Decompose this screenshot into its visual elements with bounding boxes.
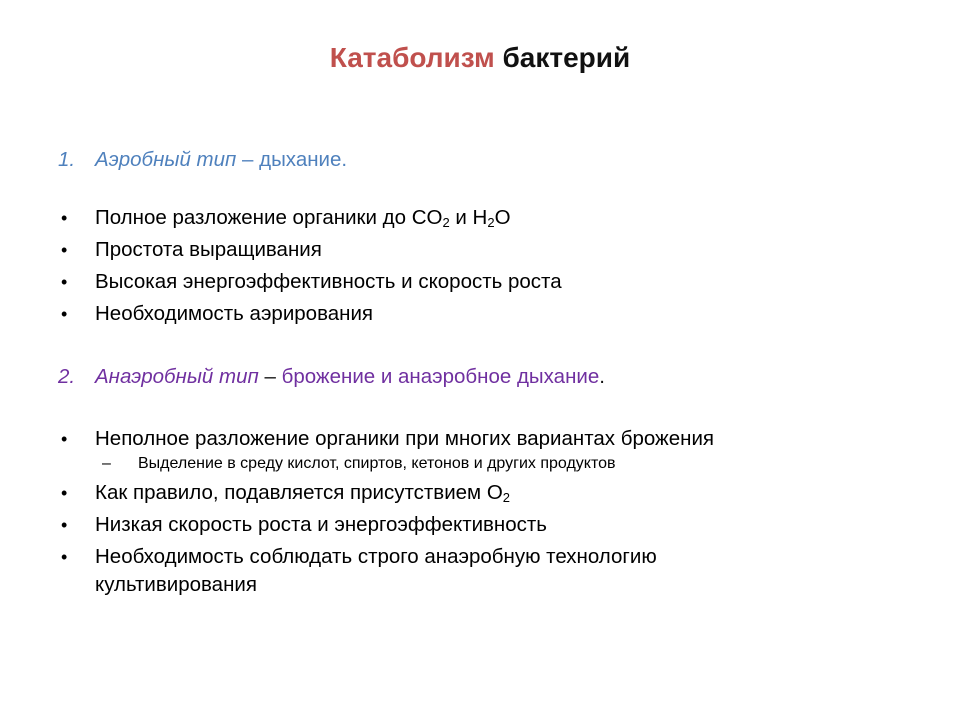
section1-heading-text: Аэробный тип [95,148,237,171]
list-item [58,425,918,453]
section1-heading-tail: – дыхание. [242,148,348,171]
bullet-text: Полное разложение органики до CO [95,206,443,229]
bullet-text: Простота выращивания [95,238,322,261]
title-rest: бактерий [502,42,631,73]
bullet-text: Неполное разложение органики при многих вариантах брожения [95,427,715,450]
bullet-text: Необходимость аэрирования [95,302,374,325]
bullet-icon: • [61,208,68,228]
section1-number: 1. [58,148,76,171]
dash-icon: – [102,455,111,472]
sub-list-item [58,453,918,475]
subscript: 2 [442,215,450,230]
list-item [58,543,795,599]
bullet-icon: • [61,483,68,503]
subscript: 2 [487,215,495,230]
section1-bullet-list [58,204,918,328]
list-item [58,204,918,232]
slide-content [58,146,918,603]
title-accent: Катаболизм [329,42,495,73]
list-item [58,511,918,539]
section2-number: 2. [58,365,76,388]
section2-bullet-list-cont [58,479,918,599]
section2-heading-period: . [599,365,605,388]
section2-heading-tail: брожение и анаэробное дыхание [281,365,600,388]
list-item [58,479,918,507]
bullet-text-end: O [494,206,511,229]
section2-heading [58,363,918,391]
list-item [58,236,918,264]
bullet-text-mid: и H [449,206,488,229]
sub-item-text: Выделение в среду кислот, спиртов, кетонов и других продуктов [138,455,616,472]
bullet-icon: • [61,547,68,567]
section2-heading-dash: – [264,365,276,388]
section2-heading-text: Анаэробный тип [95,365,259,388]
list-item [58,300,918,328]
bullet-icon: • [61,272,68,292]
bullet-text: Низкая скорость роста и энергоэффективность [95,513,547,536]
slide-title [0,40,960,76]
section2-bullet-list [58,425,918,453]
list-item [58,268,918,296]
bullet-text: Высокая энергоэффективность и скорость роста [95,270,562,293]
bullet-icon: • [61,240,68,260]
bullet-icon: • [61,304,68,324]
bullet-text: Как правило, подавляется присутствием O [95,481,503,504]
bullet-icon: • [61,429,68,449]
section1-heading [58,146,918,174]
bullet-icon: • [61,515,68,535]
bullet-text: Необходимость соблюдать строго анаэробную технологию культивирования [95,545,657,596]
subscript: 2 [502,490,511,505]
